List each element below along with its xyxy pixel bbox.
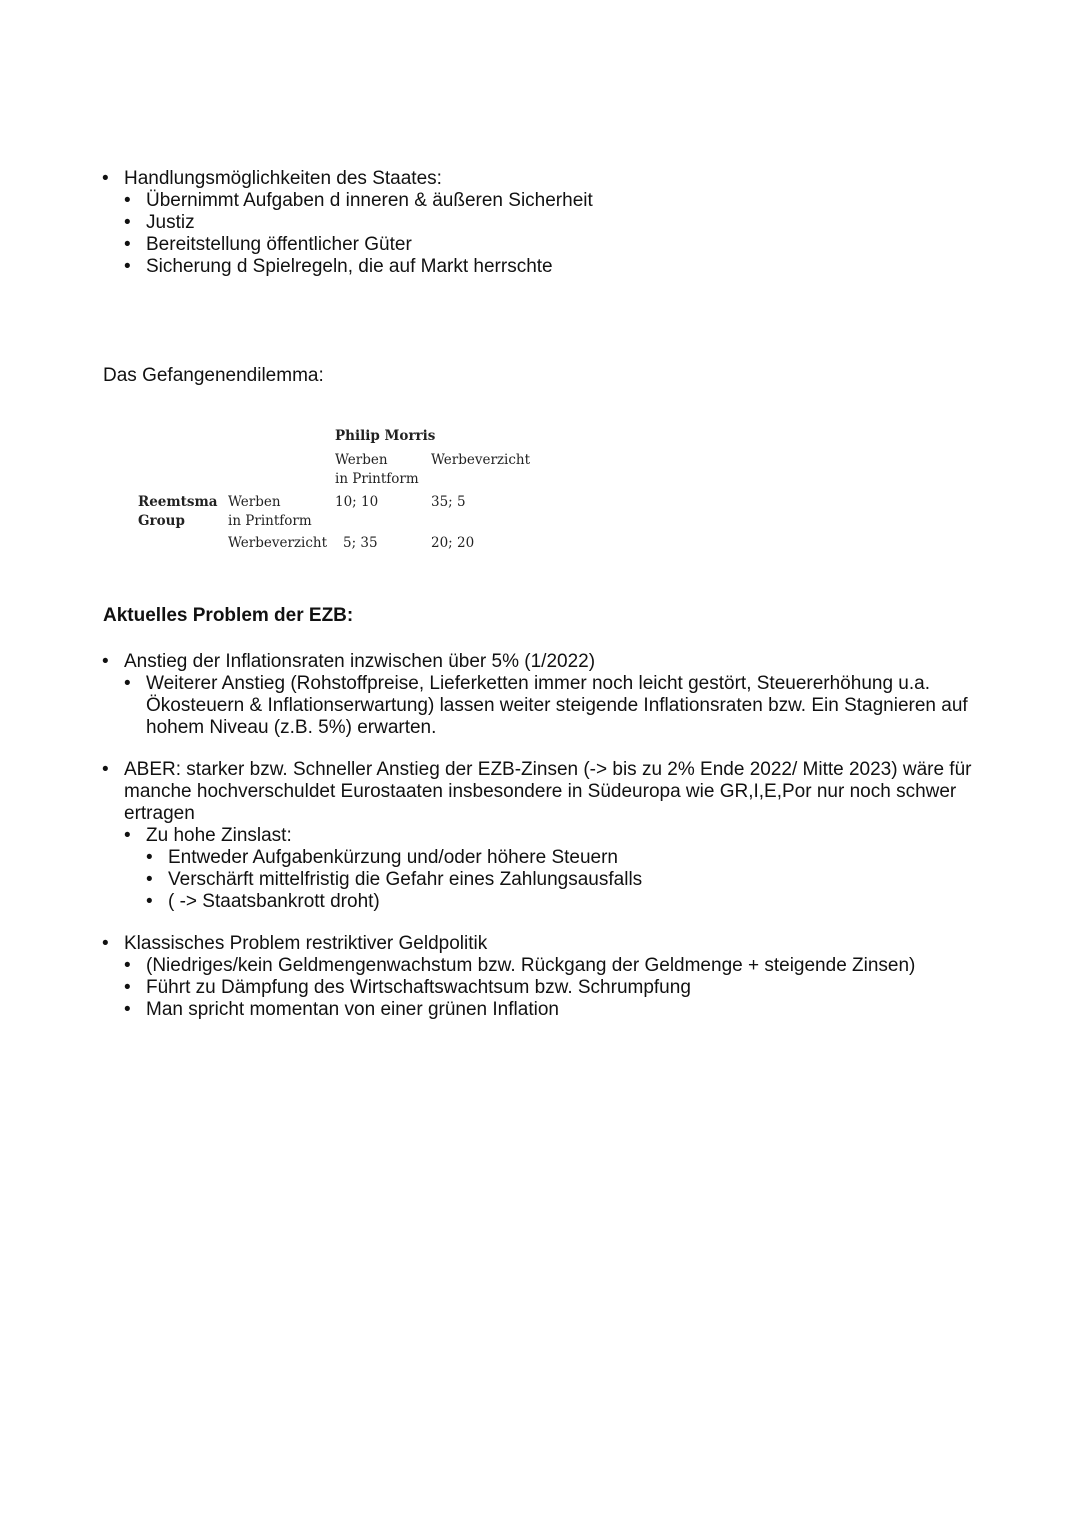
payoff-r2c1: 5; 35 [343,535,378,551]
list-item [124,651,1004,739]
ezb-list [124,651,1004,1021]
row-header-2: Werbeverzicht [228,535,328,551]
ezb-point-3-sublist [146,955,1004,1021]
ezb-heading: Aktuelles Problem der EZB: [103,605,354,626]
payoff-r2c2: 20; 20 [431,535,475,551]
column-header-1: Werben [335,452,388,468]
list-item: • Weiterer Anstieg (Rohstoffpreise, Lieferketten immer noch leicht gestört, Steuererhöhung u.a. Ökosteuern & Inflationserwartung) lassen weiter steigende Inflationsraten bzw. Ein Stagnieren auf hohem Niveau (z.B. 5%) erwarten. [146,673,1004,739]
payoff-r1c1: 10; 10 [335,494,379,510]
ezb-point-2-subsublist [168,847,1004,913]
list-item: • Führt zu Dämpfung des Wirtschaftswachtsum bzw. Schrumpfung [146,977,1004,999]
list-item: • Entweder Aufgabenkürzung und/oder höhere Steuern [168,847,1004,869]
ezb-point-3: Klassisches Problem restriktiver Geldpolitik [124,933,488,954]
column-header-2: Werbeverzicht [431,452,531,468]
state-options-sublist [146,190,1004,278]
state-options-title: Handlungsmöglichkeiten des Staates: [124,168,442,189]
row-header-1: Werben [228,494,281,510]
list-item: • (Niedriges/kein Geldmengenwachstum bzw. Rückgang der Geldmenge + steigende Zinsen) [146,955,1004,977]
list-item [124,168,1004,278]
list-item: • ( -> Staatsbankrott droht) [168,891,1004,913]
list-item: • Sicherung d Spielregeln, die auf Markt herrschte [146,256,1004,278]
ezb-point-1: Anstieg der Inflationsraten inzwischen über 5% (1/2022) [124,651,596,672]
column-header-1-line2: in Printform [335,471,419,487]
list-item [124,759,1004,913]
list-item: • Bereitstellung öffentlicher Güter [146,234,1004,256]
ezb-point-2-sublist [146,825,1004,913]
ezb-point-2: ABER: starker bzw. Schneller Anstieg der EZB-Zinsen (-> bis zu 2% Ende 2022/ Mitte 2023) wäre für manche hochverschuldet Eurostaaten insbesondere in Südeuropa wie GR,I,E,Por nur noch schwer ertragen [124,759,972,824]
payoff-r1c2: 35; 5 [431,494,466,510]
list-item: • Justiz [146,212,1004,234]
row-header-1-line2: in Printform [228,513,312,529]
list-item: • Man spricht momentan von einer grünen Inflation [146,999,1004,1021]
ezb-point-2-sub: Zu hohe Zinslast: [146,825,292,846]
row-player: Reemtsma [138,494,218,510]
payoff-matrix [138,427,558,567]
list-item: • Verschärft mittelfristig die Gefahr eines Zahlungsausfalls [168,869,1004,891]
dilemma-title: Das Gefangenendilemma: [103,365,324,386]
row-player-line2: Group [138,513,185,529]
list-item [124,933,1004,1021]
list-item [146,825,1004,913]
list-item: • Übernimmt Aufgaben d inneren & äußeren Sicherheit [146,190,1004,212]
state-options-list [124,168,1004,278]
ezb-point-1-sublist [146,673,1004,739]
column-player: Philip Morris [335,428,436,444]
